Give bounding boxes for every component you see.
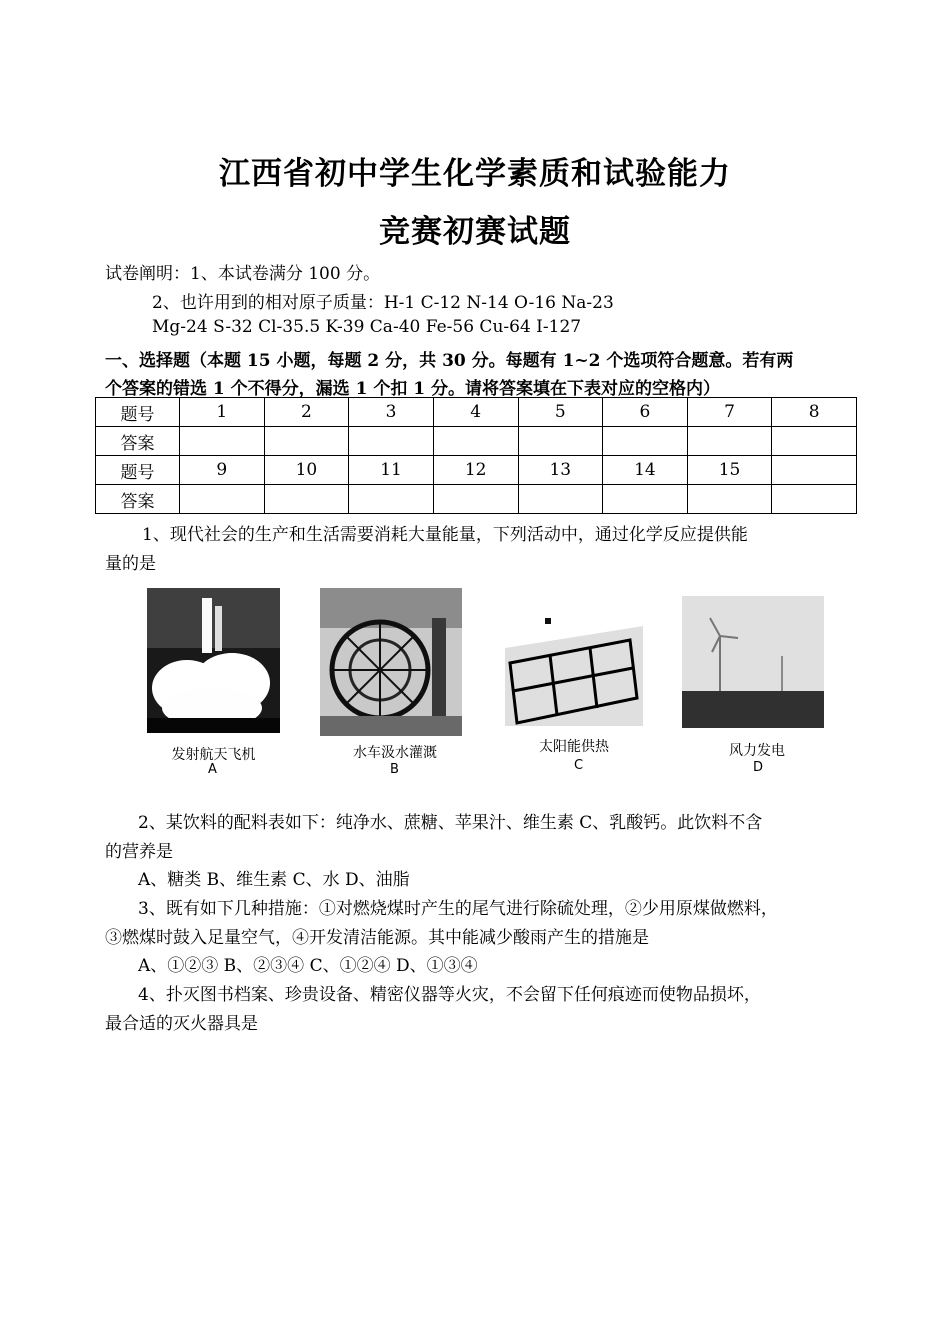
table-row	[96, 398, 857, 427]
question-number: 4	[433, 398, 518, 427]
q4-line2: 最合适的灭火器具是	[105, 1014, 258, 1034]
section-heading-line2: 个答案的错选 1 个不得分，漏选 1 个扣 1 分。请将答案填在下表对应的空格内）	[105, 379, 720, 399]
row-label: 题号	[96, 398, 180, 427]
answer-cell[interactable]	[687, 485, 772, 514]
exam-title-line1: 江西省初中学生化学素质和试验能力	[219, 156, 731, 192]
question-number: 5	[518, 398, 603, 427]
table-row	[96, 485, 857, 514]
question-number: 11	[349, 456, 434, 485]
answer-cell[interactable]	[264, 427, 349, 456]
water-wheel-photo	[320, 588, 462, 736]
q2-line1: 2、某饮料的配料表如下：纯净水、蔗糖、苹果汁、维生素 C、乳酸钙。此饮料不含	[138, 813, 763, 833]
question-number: 10	[264, 456, 349, 485]
q1-option-d-caption: 风力发电	[729, 743, 785, 759]
question-number: 3	[349, 398, 434, 427]
answer-cell[interactable]	[264, 485, 349, 514]
q1-line2: 量的是	[105, 554, 156, 574]
table-row	[96, 427, 857, 456]
wind-power-photo	[682, 596, 824, 728]
answer-cell[interactable]	[349, 427, 434, 456]
q2-line2: 的营养是	[105, 842, 173, 862]
q3-line2: ③燃煤时鼓入足量空气，④开发清洁能源。其中能减少酸雨产生的措施是	[105, 928, 649, 948]
question-number: 9	[180, 456, 265, 485]
question-number: 8	[772, 398, 857, 427]
q1-option-b-letter: B	[390, 762, 399, 777]
answer-cell[interactable]	[518, 427, 603, 456]
answer-cell[interactable]	[180, 427, 265, 456]
answer-cell[interactable]	[603, 485, 688, 514]
q4-line1: 4、扑灭图书档案、珍贵设备、精密仪器等火灾，不会留下任何痕迹而使物品损坏，	[138, 985, 761, 1005]
answer-cell[interactable]	[687, 427, 772, 456]
space-shuttle-launch-photo	[147, 588, 280, 733]
question-number: 1	[180, 398, 265, 427]
q1-line1: 1、现代社会的生产和生活需要消耗大量能量，下列活动中，通过化学反应提供能	[142, 525, 748, 545]
question-number: 13	[518, 456, 603, 485]
answer-cell[interactable]	[603, 427, 688, 456]
q2-options: A、糖类 B、维生素 C、水 D、油脂	[138, 870, 410, 890]
question-number: 15	[687, 456, 772, 485]
section-heading-line1: 一、选择题（本题 15 小题，每题 2 分，共 30 分。每题有 1~2 个选项符合题意。若有两	[105, 351, 794, 371]
q3-options: A、①②③ B、②③④ C、①②④ D、①③④	[138, 956, 478, 976]
row-label: 答案	[96, 485, 180, 514]
question-number	[772, 456, 857, 485]
answer-cell[interactable]	[518, 485, 603, 514]
instructions-line2: 2、也许用到的相对原子质量：H-1 C-12 N-14 O-16 Na-23	[152, 293, 614, 313]
answer-cell[interactable]	[772, 427, 857, 456]
q1-option-d-letter: D	[753, 760, 764, 775]
q3-line1: 3、既有如下几种措施：①对燃烧煤时产生的尾气进行除硫处理，②少用原煤做燃料，	[138, 899, 778, 919]
q1-option-a-caption: 发射航天飞机	[171, 747, 256, 763]
question-number: 2	[264, 398, 349, 427]
q1-option-c-caption: 太阳能供热	[539, 739, 609, 755]
instructions-line1: 试卷阐明：1、本试卷满分 100 分。	[105, 264, 381, 284]
instructions-line3: Mg-24 S-32 Cl-35.5 K-39 Ca-40 Fe-56 Cu-64 I-127	[152, 317, 582, 337]
q1-option-a-letter: A	[208, 762, 217, 777]
answer-cell[interactable]	[180, 485, 265, 514]
answer-cell[interactable]	[349, 485, 434, 514]
question-number: 12	[433, 456, 518, 485]
row-label: 题号	[96, 456, 180, 485]
table-row	[96, 456, 857, 485]
answer-cell[interactable]	[433, 427, 518, 456]
solar-heating-photo	[505, 588, 643, 726]
q1-option-b-caption: 水车汲水灌溉	[353, 745, 437, 761]
q1-option-c-letter: C	[574, 758, 584, 773]
question-number: 7	[687, 398, 772, 427]
answer-cell[interactable]	[772, 485, 857, 514]
question-number: 14	[603, 456, 688, 485]
answer-table	[95, 397, 857, 514]
answer-cell[interactable]	[433, 485, 518, 514]
exam-title-line2: 竞赛初赛试题	[379, 214, 571, 250]
row-label: 答案	[96, 427, 180, 456]
question-number: 6	[603, 398, 688, 427]
